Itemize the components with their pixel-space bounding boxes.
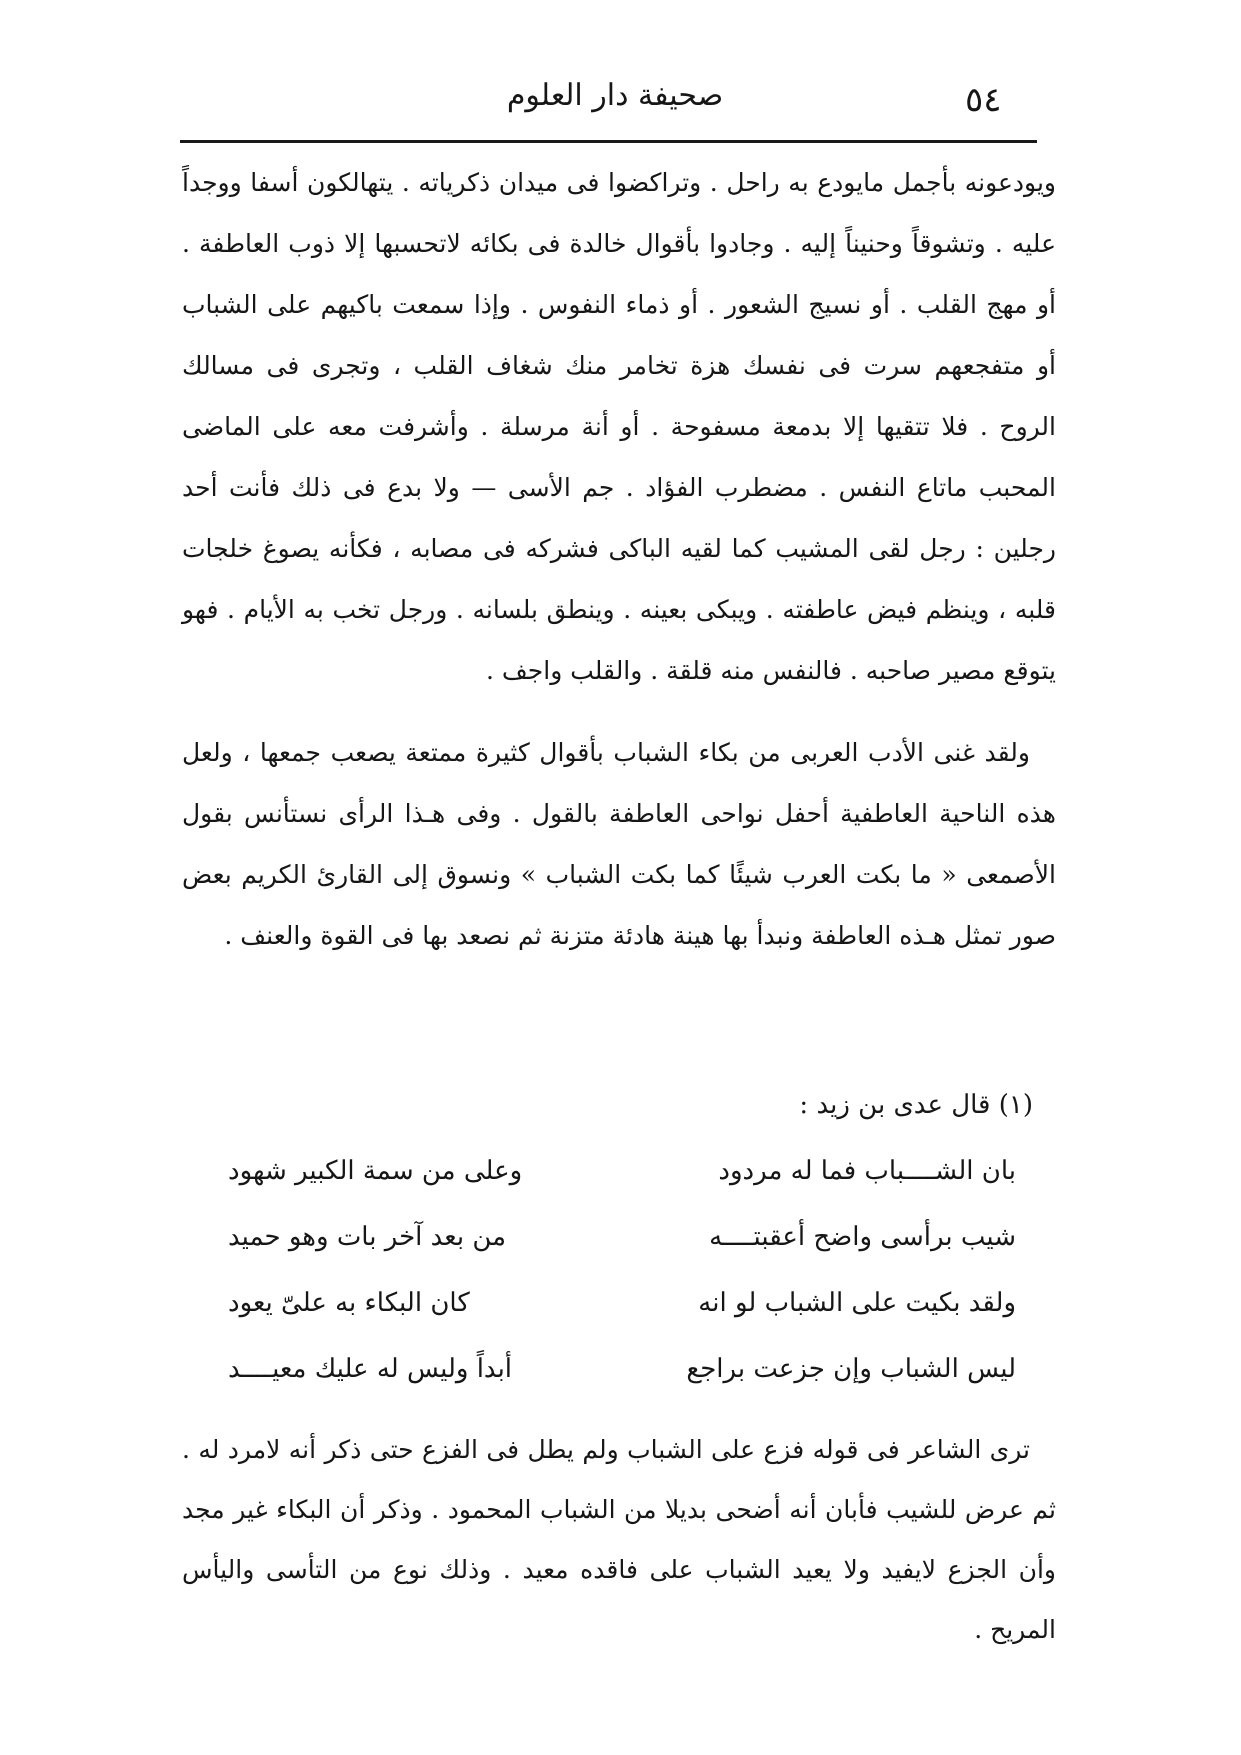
- poem-verse: [228, 1156, 1016, 1216]
- verse-second-hemistich: من بعد آخر بات وهو حميد: [228, 1222, 507, 1252]
- verse-second-hemistich: كان البكاء به علىّ يعود: [228, 1288, 470, 1318]
- closing-paragraph: ترى الشاعر فى قوله فزع على الشباب ولم يطل فى الفزع حتى ذكر أنه لامرد له . ثم عرض للشيب فأبان أنه أضحى بديلا من الشباب المحمود . وذكر أن البكاء غير مجد وأن الجزع لايفيد ولا يعيد الشباب على فاقده معيد . وذلك نوع من التأسى واليأس المريح .: [182, 1435, 1056, 1644]
- verse-first-hemistich: ليس الشباب وإن جزعت براجع: [686, 1354, 1016, 1384]
- poem-verse: [228, 1288, 1016, 1348]
- body-paragraph-1: ويودعونه بأجمل مايودع به راحل . وتراكضوا فى ميدان ذكرياته . يتهالكون أسفا ووجداً عليه . وتشوقاً وحنيناً إليه . وجادوا بأقوال خالدة فى بكائه لاتحسبها إلا ذوب العاطفة . أو مهج القلب . أو نسيج الشعور . أو ذماء النفوس . وإذا سمعت باكيهم على الشباب أو متفجعهم سرت فى نفسك هزة تخامر منك شغاف القلب ، وتجرى فى مسالك الروح . فلا تتقيها إلا بدمعة مسفوحة . أو أنة مرسلة . وأشرفت معه على الماضى المحبب ماتاع النفس . مضطرب الفؤاد . جم الأسى — ولا بدع فى ذلك فأنت أحد رجلين : رجل لقى المشيب كما لقيه الباكى فشركه فى مصابه ، فكأنه يصوغ خلجات قلبه ، وينظم فيض عاطفته . ويبكى بعينه . وينطق بلسانه . ورجل تخب به الأيام . فهو يتوقع مصير صاحبه . فالنفس منه قلقة . والقلب واجف .: [182, 168, 1056, 685]
- body-paragraph-2: ولقد غنى الأدب العربى من بكاء الشباب بأقوال كثيرة ممتعة يصعب جمعها ، ولعل هذه الناحية العاطفية أحفل نواحى العاطفة بالقول . وفى هـذا الرأى نستأنس بقول الأصمعى « ما بكت العرب شيئًا كما بكت الشباب » ونسوق إلى القارئ الكريم بعض صور تمثل هـذه العاطفة ونبدأ بها هينة هادئة متزنة ثم نصعد بها فى القوة والعنف .: [182, 738, 1056, 950]
- poem-verse: [228, 1354, 1016, 1414]
- running-header-title: صحيفة دار العلوم: [506, 78, 724, 113]
- verse-second-hemistich: وعلى من سمة الكبير شهود: [228, 1156, 523, 1186]
- verse-second-hemistich: أبداً وليس له عليك معيــــد: [228, 1354, 513, 1384]
- verse-first-hemistich: ولقد بكيت على الشباب لو انه: [698, 1288, 1016, 1318]
- poem-verse: [228, 1222, 1016, 1282]
- poem-intro: (١) قال عدى بن زيد :: [799, 1090, 1033, 1120]
- page-number: ٥٤: [965, 80, 1002, 120]
- verse-first-hemistich: بان الشــــباب فما له مردود: [718, 1156, 1016, 1186]
- verse-first-hemistich: شيب برأسى واضح أعقبتــــه: [709, 1222, 1016, 1252]
- header-divider: [180, 140, 1037, 143]
